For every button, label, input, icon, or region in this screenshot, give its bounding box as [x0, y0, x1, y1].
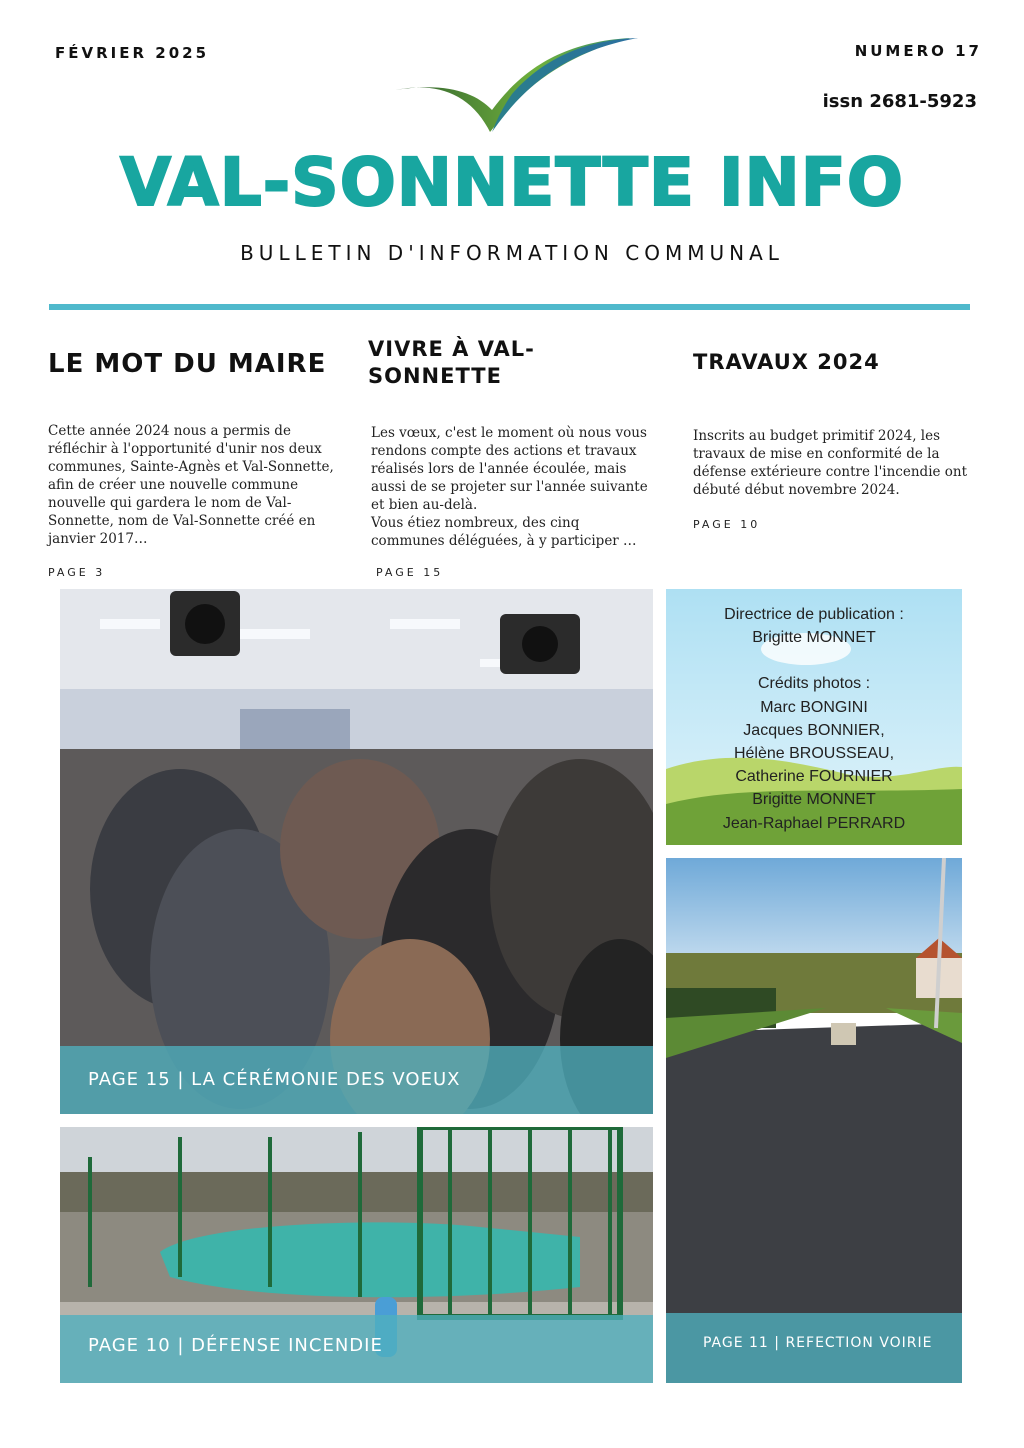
photographer: Jacques BONNIER, — [743, 721, 885, 739]
mayor-heading: LE MOT DU MAIRE — [48, 349, 327, 379]
issue-date: FÉVRIER 2025 — [55, 44, 210, 62]
newsletter-title: VAL-SONNETTE INFO — [120, 144, 904, 221]
photographer: Brigitte MONNET — [752, 791, 876, 809]
issn: issn 2681-5923 — [822, 91, 977, 112]
works-heading: TRAVAUX 2024 — [693, 350, 880, 374]
photographer: Hélène BROUSSEAU, — [733, 745, 895, 763]
issue-number: NUMERO 17 — [854, 42, 982, 60]
fire-defense-caption: PAGE 10 | DÉFENSE INCENDIE — [60, 1315, 653, 1383]
ceremony-photo[interactable] — [60, 589, 653, 1114]
ceremony-image — [60, 589, 653, 1114]
ceremony-caption: PAGE 15 | LA CÉRÉMONIE DES VOEUX — [60, 1046, 653, 1114]
works-text: Inscrits au budget primitif 2024, les travaux de mise en conformité de la défense extérieure contre l'incendie ont débuté début novembre 2024. — [693, 428, 968, 498]
credits-box — [666, 589, 962, 845]
mayor-text: Cette année 2024 nous a permis de réfléchir à l'opportunité d'unir nos deux communes, Sainte-Agnès et Val-Sonnette, afin de créer une nouvelle commune nouvelle qui gardera le nom de Val-Sonnette, nom de Val-Sonnette créé en janvier 2017… — [48, 423, 334, 547]
photographer: Marc BONGINI — [760, 698, 868, 716]
photographer: Catherine FOURNIER — [735, 768, 893, 786]
road-photo[interactable] — [666, 858, 962, 1383]
living-heading: VIVRE À VAL-SONNETTE — [368, 337, 535, 389]
director-name: Brigitte MONNET — [752, 629, 876, 647]
works-page-link[interactable]: PAGE 10 — [693, 518, 761, 531]
photographer: Jean-Raphael PERRARD — [722, 814, 906, 832]
living-page-link[interactable]: PAGE 15 — [376, 566, 444, 579]
header-divider — [49, 304, 970, 310]
road-caption: PAGE 11 | REFECTION VOIRIE — [666, 1313, 962, 1383]
bird-logo-icon — [390, 32, 640, 144]
newsletter-subtitle: BULLETIN D'INFORMATION COMMUNAL — [240, 241, 784, 265]
photo-credits-label: Crédits photos : — [757, 675, 871, 693]
road-image — [666, 858, 962, 1383]
director-label: Directrice de publication : — [724, 606, 904, 623]
living-text: Les vœux, c'est le moment où nous vous rendons compte des actions et travaux réalisés lors de l'année écoulée, mais aussi de se projeter sur l'année suivante et bien au-delà. Vous étiez nombreux, des cinq communes déléguées, à y participer … — [371, 425, 648, 549]
mayor-page-link[interactable]: PAGE 3 — [48, 566, 106, 579]
fire-defense-photo[interactable] — [60, 1127, 653, 1383]
